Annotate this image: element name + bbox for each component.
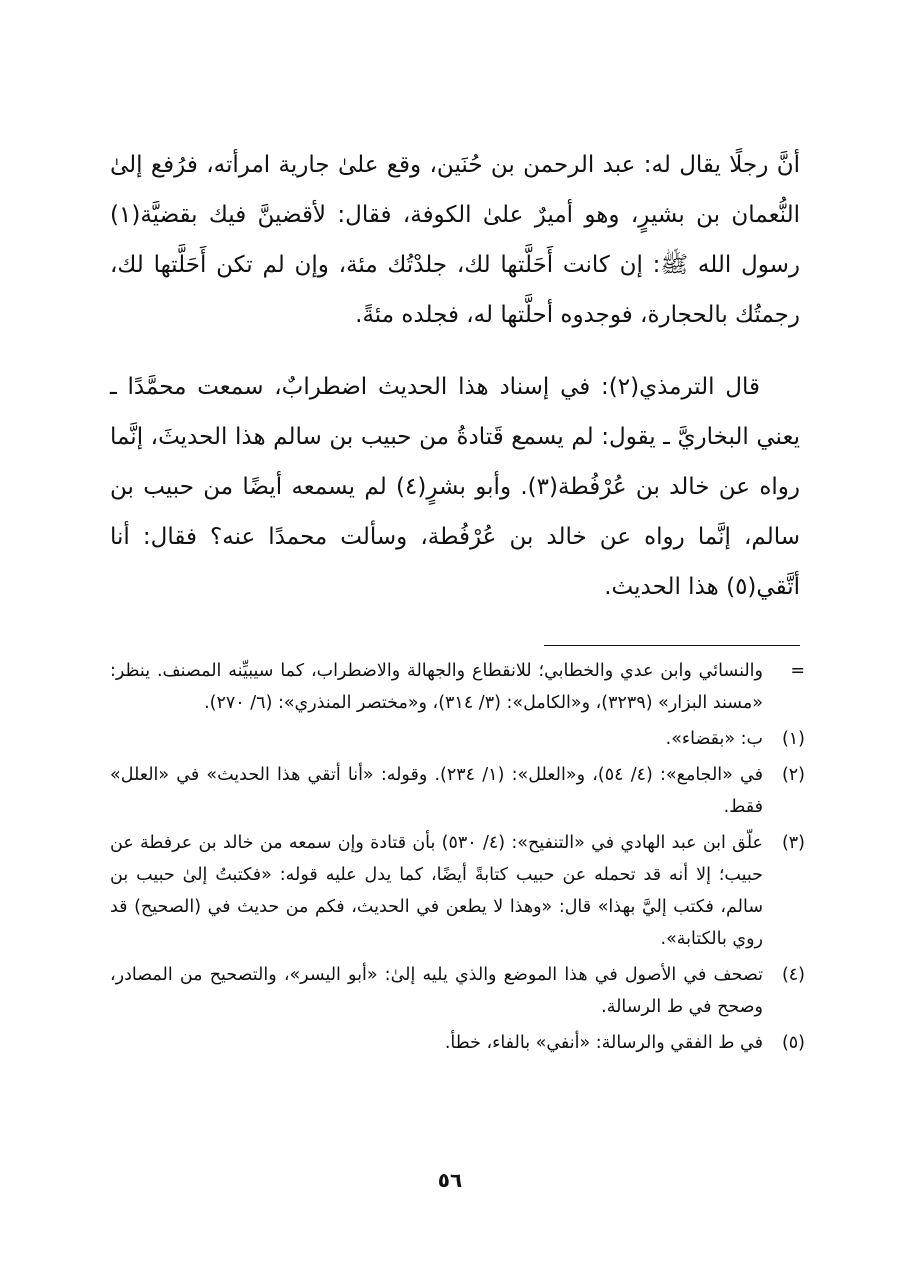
footnote-text: في ط الفقي والرسالة: «أنفي» بالفاء، خطأ. [444,1033,763,1053]
footnote-mark: (٤) [781,965,805,985]
footnote-mark: (٣) [781,833,805,853]
page-number: ٥٦ [437,1168,463,1192]
footnote-text: ب: «بقضاء». [665,729,763,749]
footnote-text: علّق ابن عبد الهادي في «التنفيح»: (٤/ ٥٣٠) بأن قتادة وإن سمعه من خالد بن عرفطة عن حبيب؛ إلا أنه قد تحمله عن حبيب كتابةً أيضًا، كما يدل عليه قوله: «فكتبتُ إلىٰ حبيب بن سالم، فكتب إليَّ بهذا» قال: «وهذا لا يطعن في الحديث، فكم من حديث في (الصحيح) قد روي بالكتابة». [110,833,763,949]
footnotes [110,655,805,1063]
footnote-divider [544,645,800,646]
footnote-continuation [110,655,805,719]
footnote-3 [110,827,805,955]
footnote-mark: (٢) [781,765,805,785]
footnote-1 [110,723,805,755]
paragraph-2: قال الترمذي(٢): في إسناد هذا الحديث اضطرابٌ، سمعت محمَّدًا ـ يعني البخاريَّ ـ يقول: لم يسمع قَتادةُ من حبيب بن سالم هذا الحديثَ، إنَّما رواه عن خالد بن عُرْفُطة(٣). وأبو بشرٍ(٤) لم يسمعه أيضًا من حبيب بن سالم، إنَّما رواه عن خالد بن عُرْفُطة، وسألت محمدًا عنه؟ فقال: أنا أتَّقي(٥) هذا الحديث. [110,374,800,600]
footnote-mark: (٥) [781,1033,805,1053]
footnote-text: والنسائي وابن عدي والخطابي؛ للانقطاع والجهالة والاضطراب، كما سيبيِّنه المصنف. ينظر: «مسند البزار» (٣٢٣٩)، و«الكامل»: (٣/ ٣١٤)، و«مختصر المنذري»: (٦/ ٢٧٠). [110,661,763,713]
footnote-text: تصحف في الأصول في هذا الموضع والذي يليه إلىٰ: «أبو اليسر»، والتصحيح من المصادر، وصحح في ط الرسالة. [110,965,763,1017]
paragraph-1: أنَّ رجلًا يقال له: عبد الرحمن بن حُنَين، وقع علىٰ جارية امرأته، فرُفع إلىٰ النُّعمان بن بشيرٍ، وهو أميرٌ علىٰ الكوفة، فقال: لأقضينَّ فيك بقضيَّة(١) رسول الله ﷺ: إن كانت أَحَلَّتها لك، جلدْتُك مئة، وإن لم تكن أَحَلَّتها لك، رجمتُك بالحجارة، فوجدوه أحلَّتها له، فجلده مئةً. [110,152,800,328]
footnote-mark: = [790,661,805,681]
footnote-4 [110,959,805,1023]
footnote-5 [110,1027,805,1059]
footnote-mark: (١) [781,729,805,749]
footnote-text: في «الجامع»: (٤/ ٥٤)، و«العلل»: (١/ ٢٣٤). وقوله: «أنا أتقي هذا الحديث» في «العلل» فقط. [110,765,763,817]
main-text [110,140,800,612]
footnote-2 [110,759,805,823]
